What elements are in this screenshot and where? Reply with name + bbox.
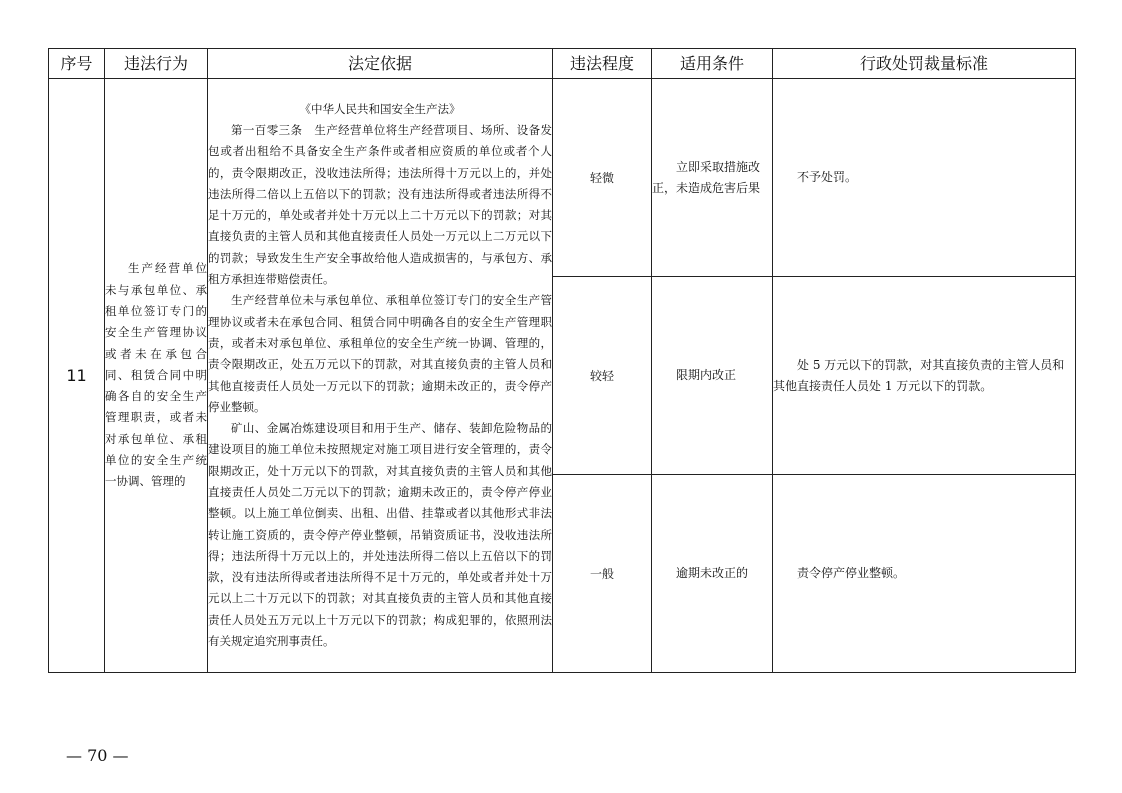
law-paragraph-2: 生产经营单位未与承包单位、承租单位签订专门的安全生产管理协议或者未在承包合同、租赁合同中明确各自的安全生产管理职责，或者未对承包单位、承租单位的安全生产统一协调、管理的，责令限期改正，处五万元以下的罚款，对其直接负责的主管人员和其他直接责任人员处一万元以下的罚款；逾期未改正的，责令停产停业整顿。 — [208, 293, 552, 414]
penalty-table — [48, 48, 1076, 673]
condition-minor — [652, 79, 773, 277]
violation-text: 生产经营单位未与承包单位、承租单位签订专门的安全生产管理协议或者未在承包合同、租赁合同中明确各自的安全生产管理职责，或者未对承包单位、承租单位的安全生产统一协调、管理的 — [105, 261, 207, 489]
page-number: — 70 — — [66, 746, 129, 765]
condition-general — [652, 475, 773, 673]
law-paragraph-3: 矿山、金属冶炼建设项目和用于生产、储存、装卸危险物品的建设项目的施工单位未按照规定对施工项目进行安全管理的，责令限期改正，处十万元以下的罚款，对其直接负责的主管人员和其他直接责任人员处二万元以下的罚款；逾期未改正的，责令停产停业整顿。以上施工单位倒卖、出租、出借、挂靠或者以其他形式非法转让施工资质的，责令停产停业整顿，吊销资质证书，没收违法所得；违法所得十万元以上的，并处违法所得二倍以上五倍以下的罚款，没有违法所得或者违法所得不足十万元的，单处或者并处十万元以上二十万元以下的罚款；对其直接负责的主管人员和其他直接责任人员处五万元以上十万元以下的罚款；构成犯罪的，依照刑法有关规定追究刑事责任。 — [208, 421, 552, 649]
law-paragraph-1: 第一百零三条 生产经营单位将生产经营项目、场所、设备发包或者出租给不具备安全生产条件或者相应资质的单位或者个人的，责令限期改正，没收违法所得；违法所得十万元以上的，并处违法所得二倍以上五倍以下的罚款；没有违法所得或者违法所得不足十万元的，单处或者并处十万元以上二十万元以下的罚款；对其直接负责的主管人员和其他直接责任人员处一万元以上二万元以下的罚款；导致发生生产安全事故给他人造成损害的，与承包方、承租方承担连带赔偿责任。 — [208, 122, 552, 287]
header-standard: 行政处罚裁量标准 — [773, 49, 1076, 79]
condition-minor-text: 立即采取措施改正，未造成危害后果 — [652, 159, 761, 195]
header-violation: 违法行为 — [105, 49, 208, 79]
header-row — [49, 49, 1076, 79]
header-degree: 违法程度 — [553, 49, 652, 79]
condition-general-text: 逾期未改正的 — [676, 566, 749, 580]
condition-light-text: 限期内改正 — [676, 368, 737, 382]
standard-light — [773, 277, 1076, 475]
table-row — [49, 79, 1076, 277]
degree-general: 一般 — [553, 475, 652, 673]
standard-general — [773, 475, 1076, 673]
row-seq: 11 — [49, 79, 105, 673]
condition-light — [652, 277, 773, 475]
degree-minor: 轻微 — [553, 79, 652, 277]
standard-minor-text: 不予处罚。 — [797, 170, 858, 184]
legal-basis-cell — [208, 79, 553, 673]
standard-minor — [773, 79, 1076, 277]
standard-general-text: 责令停产停业整顿。 — [797, 566, 906, 580]
violation-cell — [105, 79, 208, 673]
header-condition: 适用条件 — [652, 49, 773, 79]
degree-light: 较轻 — [553, 277, 652, 475]
header-seq: 序号 — [49, 49, 105, 79]
law-title: 《中华人民共和国安全生产法》 — [299, 101, 461, 116]
header-legal-basis: 法定依据 — [208, 49, 553, 79]
standard-light-text: 处 5 万元以下的罚款，对其直接负责的主管人员和其他直接责任人员处 1 万元以下的罚款。 — [773, 357, 1065, 393]
